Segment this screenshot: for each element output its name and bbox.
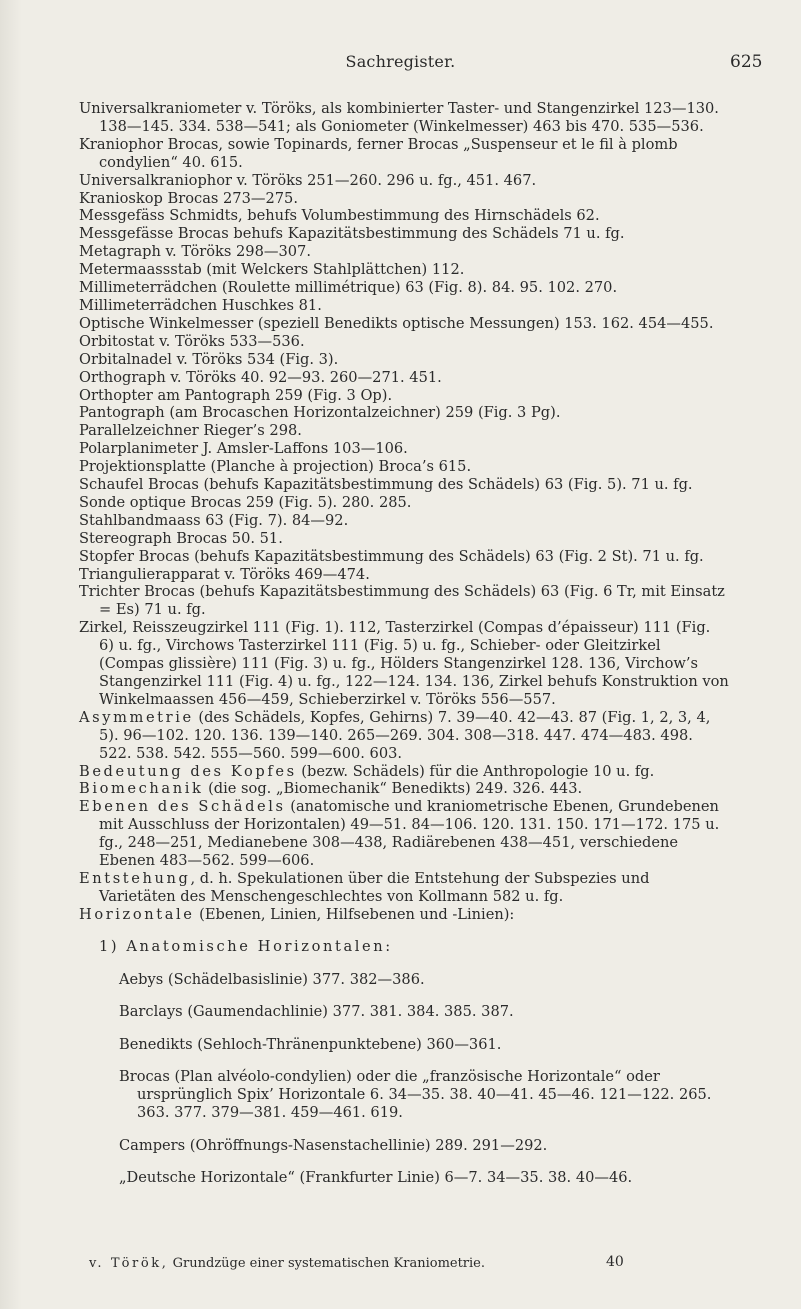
index-entry [79,512,729,530]
entry-text: Kranioskop Brocas 273—275. [79,189,298,207]
index-subentry [79,971,729,989]
entry-text: Orbitalnadel v. Töröks 534 (Fig. 3). [79,350,339,368]
index-entry [79,297,729,315]
index-entry [79,279,729,297]
entry-text: Barclays (Gaumendachlinie) 377. 381. 384. 385. 387. [119,1003,514,1021]
entry-heading: Asymmetrie [79,708,194,726]
entry-text: Orbitostat v. Töröks 533—536. [79,332,305,350]
index-entry [79,369,729,387]
index-entry [79,333,729,351]
index-subentry [79,1169,729,1187]
index-entry [79,870,729,906]
entry-text: Millimeterrädchen (Roulette millimétrique) 63 (Fig. 8). 84. 95. 102. 270. [79,279,618,297]
entry-text: Optische Winkelmesser (speziell Benedikts optische Messungen) 153. 162. 454—455. [79,314,714,332]
entry-text: Triangulierapparat v. Töröks 469—474. [79,565,370,583]
entry-text: Sonde optique Brocas 259 (Fig. 5). 280. 285. [79,493,412,511]
entry-text: Universalkraniophor v. Töröks 251—260. 296 u. fg., 451. 467. [79,171,537,189]
entry-text: Schaufel Brocas (behufs Kapazitätsbestimmung des Schädels) 63 (Fig. 5). 71 u. fg. [79,476,693,494]
entry-text: Benedikts (Sehloch-Thränenpunktebene) 360—361. [119,1035,502,1053]
entry-heading: Bedeutung des Kopfes [79,762,297,780]
entry-text: , d. h. Spekulationen über die Entstehung der Subspezies und Varietäten des Menschengeschlechtes von Kollmann 582 u. fg. [99,869,650,905]
index-entry [79,763,729,781]
entry-text: Zirkel, Reisszeugzirkel 111 (Fig. 1). 112, Tasterzirkel (Compas d’épaisseur) 111 (Fig. 6) u. fg., Virchows Tasterzirkel 111 (Fig. 5) u. fg., Schieber- oder Gleitzirkel (Compas glissière) 111 (Fig. 3) u. fg., Hölders Stangenzirkel 128. 136, Virchow’s Stangenzirkel 111 (Fig. 4) u. fg., 122—124. 134. 136, Zirkel behufs Konstruktion von Winkelmaassen 456—459, Schieberzirkel v. Töröks 556—557. [79,619,729,708]
entry-text: Aebys (Schädelbasislinie) 377. 382—386. [119,970,425,988]
index-entry [79,798,729,870]
index-entries [79,100,729,1202]
index-entry [79,225,729,243]
entry-text: Projektionsplatte (Planche à projection) Broca’s 615. [79,458,472,476]
entry-text: Pantograph (am Brocaschen Horizontalzeichner) 259 (Fig. 3 Pg). [79,404,561,422]
page-edge-shadow [0,0,22,1309]
entry-heading: 1) Anatomische Horizontalen: [99,938,393,956]
index-entry [79,422,729,440]
index-entry [79,583,729,619]
footer-signature [89,1256,629,1271]
entry-text: (die sog. „Biomechanik“ Benedikts) 249. 326. 443. [203,780,583,798]
entry-text: „Deutsche Horizontale“ (Frankfurter Linie) 6—7. 34—35. 38. 40—46. [119,1169,633,1187]
index-entry [79,404,729,422]
entry-text: Orthopter am Pantograph 259 (Fig. 3 Op). [79,386,393,404]
entry-heading: Horizontale [79,905,195,923]
index-entry [79,619,729,709]
running-title: Sachregister. [345,52,456,71]
entry-text: (des Schädels, Kopfes, Gehirns) 7. 39—40. 42—43. 87 (Fig. 1, 2, 3, 4, 5). 96—102. 120. 136. 139—140. 265—269. 304. 308—318. 447. 474—483. 498. 522. 538. 542. 555—560. 599—600. 603. [99,708,711,762]
entry-text: Metermaassstab (mit Welckers Stahlplättchen) 112. [79,261,465,279]
index-subentry [79,1137,729,1155]
index-entry [79,476,729,494]
index-subentry [79,938,729,956]
entry-text: Universalkraniometer v. Töröks, als kombinierter Taster- und Stangenzirkel 123—130. 138—145. 334. 538—541; als Goniometer (Winkelmesser) 463 bis 470. 535—536. [79,100,719,135]
entry-text: (anatomische und kraniometrische Ebenen, Grundebenen mit Ausschluss der Horizontalen) 49—51. 84—106. 120. 131. 150. 171—172. 175 u. fg., 248—251, Medianebene 308—438, Radiärebenen 438—451, verschiedene Ebenen 483—562. 599—606. [99,798,720,870]
entry-text: Stopfer Brocas (behufs Kapazitätsbestimmung des Schädels) 63 (Fig. 2 St). 71 u. fg. [79,547,704,565]
index-entry [79,261,729,279]
index-subentry [79,1003,729,1021]
page-number: 625 [730,52,763,72]
index-entry [79,243,729,261]
index-entry [79,387,729,405]
entry-text: Millimeterrädchen Huschkes 81. [79,296,322,314]
entry-heading: Entstehung [79,869,191,887]
entry-text: Brocas (Plan alvéolo-condylien) oder die „französische Horizontale“ oder ursprünglich Spix’ Horizontale 6. 34—35. 38. 40—41. 45—46. 121—122. 265. 363. 377. 379—381. 459—461. 619. [119,1068,712,1122]
entry-text: Polarplanimeter J. Amsler-Laffons 103—106. [79,440,408,458]
index-entry [79,351,729,369]
entry-text: (bezw. Schädels) für die Anthropologie 10 u. fg. [296,762,655,780]
entry-heading: Biomechanik [79,780,204,798]
index-entry [79,207,729,225]
index-entry [79,100,729,136]
index-entry [79,548,729,566]
entry-text: Messgefäss Schmidts, behufs Volumbestimmung des Hirnschädels 62. [79,207,600,225]
entry-text: Campers (Ohröffnungs-Nasenstachellinie) 289. 291—292. [119,1136,548,1154]
entry-text: Parallelzeichner Rieger’s 298. [79,422,302,440]
entry-text: Stereograph Brocas 50. 51. [79,529,283,547]
index-subentry [79,1036,729,1054]
index-entry [79,780,729,798]
index-entry [79,172,729,190]
entry-heading: Ebenen des Schädels [79,798,286,816]
index-entry [79,190,729,208]
footer-book-title: Grundzüge einer systematischen Kraniometrie. [168,1256,486,1271]
entry-text: Metagraph v. Töröks 298—307. [79,243,311,261]
index-entry [79,566,729,584]
entry-text: Kraniophor Brocas, sowie Topinards, ferner Brocas „Suspenseur et le fil à plomb condylien“ 40. 615. [79,135,678,171]
sheet-number: 40 [606,1254,624,1270]
footer-author: v. Török, [89,1256,169,1271]
index-subentry [79,1068,729,1122]
index-entry [79,440,729,458]
entry-text: Messgefässe Brocas behufs Kapazitätsbestimmung des Schädels 71 u. fg. [79,225,625,243]
index-entry [79,709,729,763]
index-entry [79,494,729,512]
index-entry [79,136,729,172]
index-entry [79,315,729,333]
entry-text: Orthograph v. Töröks 40. 92—93. 260—271. 451. [79,368,442,386]
index-entry [79,458,729,476]
entry-text: Trichter Brocas (behufs Kapazitätsbestimmung des Schädels) 63 (Fig. 6 Tr, mit Einsatz = Es) 71 u. fg. [79,583,725,619]
entry-text: Stahlbandmaass 63 (Fig. 7). 84—92. [79,511,349,529]
index-entry [79,906,729,924]
index-entry [79,530,729,548]
entry-text: (Ebenen, Linien, Hilfsebenen und -Linien): [194,905,515,923]
